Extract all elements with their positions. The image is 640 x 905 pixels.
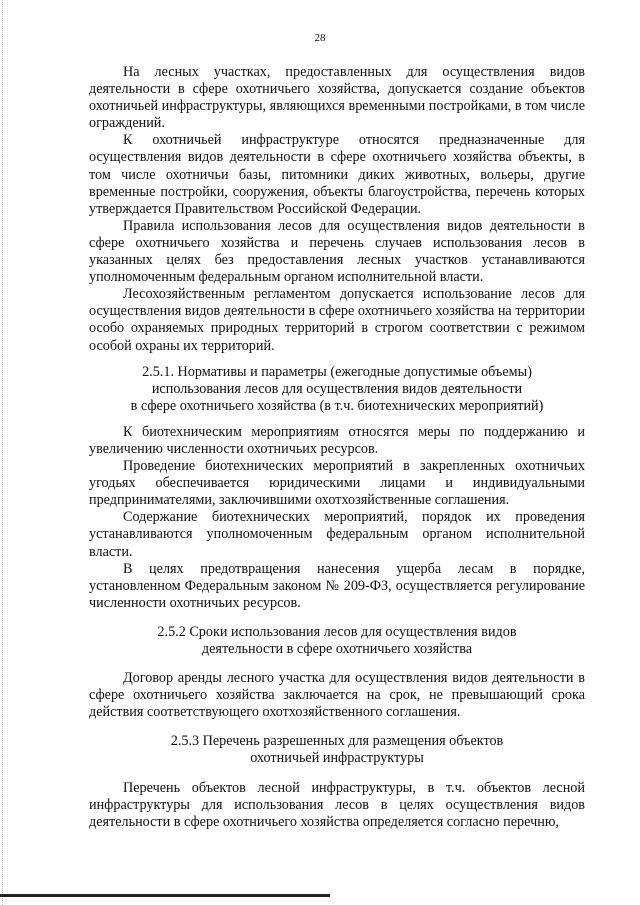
paragraph: Правила использования лесов для осуществления видов деятельности в сфере охотничьего хозяйства и перечень случаев использования лесов в указанных целях без предоставления лесных участков устанавливаются уполномоченным федеральным органом исполнительной власти. [89, 217, 585, 286]
heading-line: 2.5.2 Сроки использования лесов для осуществления видов [157, 623, 517, 640]
section-heading-2-5-3 [89, 733, 585, 767]
heading-line: охотничьей инфраструктуры [250, 750, 424, 767]
paragraph: К охотничьей инфраструктуре относятся предназначенные для осуществления видов деятельности в сфере охотничьего хозяйства объекты, в том числе охотничьи базы, питомники диких животных, вольеры, другие временные постройки, сооружения, объекты благоустройства, перечень которых утверждается Правительством Российской Федерации. [89, 132, 585, 217]
heading-line: деятельности в сфере охотничьего хозяйства [201, 641, 473, 657]
scan-bottom-edge [0, 894, 330, 897]
heading-line: 2.5.3 Перечень разрешенных для размещения объектов [170, 733, 504, 750]
heading-line: 2.5.1. Нормативы и параметры (ежегодные допустимые объемы) [142, 363, 532, 380]
paragraph: Проведение биотехнических мероприятий в закрепленных охотничьих угодьях обеспечивается юридическими лицами и индивидуальными предпринимателями, заключившими охотхозяйственные соглашения. [89, 458, 585, 509]
paragraph: Перечень объектов лесной инфраструктуры, в т.ч. объектов лесной инфраструктуры для использования лесов в целях осуществления видов деятельности в сфере охотничьего хозяйства определяется согласно перечню, [89, 779, 585, 830]
section-heading-2-5-2 [89, 624, 585, 658]
page-content [89, 64, 585, 831]
heading-line: использования лесов для осуществления видов деятельности [151, 380, 523, 397]
scan-edge-marks [2, 0, 6, 905]
page-number: 28 [314, 32, 326, 44]
paragraph: Лесохозяйственным регламентом допускается использование лесов для осуществления видов деятельности в сфере охотничьего хозяйства на территории особо охраняемых природных территорий в строгом соответствии с режимом особой охраны их территорий. [89, 286, 585, 354]
section-heading-2-5-1 [89, 364, 585, 415]
paragraph: К биотехническим мероприятиям относятся меры по поддержанию и увеличению численности охотничьих ресурсов. [89, 423, 585, 457]
paragraph: На лесных участках, предоставленных для осуществления видов деятельности в сфере охотничьего хозяйства, допускается создание объектов охотничьей инфраструктуры, являющихся временными постройками, в том числе ограждений. [89, 64, 585, 132]
heading-line: в сфере охотничьего хозяйства (в т.ч. биотехнических мероприятий) [130, 397, 544, 414]
paragraph: Договор аренды лесного участка для осуществления видов деятельности в сфере охотничьего хозяйства заключается на срок, не превышающий срока действия соответствующего охотхозяйственного соглашения. [89, 670, 585, 721]
paragraph: В целях предотвращения нанесения ущерба лесам в порядке, установленном Федеральным законом № 209-ФЗ, осуществляется регулирование численности охотничьих ресурсов. [89, 560, 585, 611]
paragraph: Содержание биотехнических мероприятий, порядок их проведения устанавливаются уполномоченным федеральным органом исполнительной власти. [89, 509, 585, 560]
